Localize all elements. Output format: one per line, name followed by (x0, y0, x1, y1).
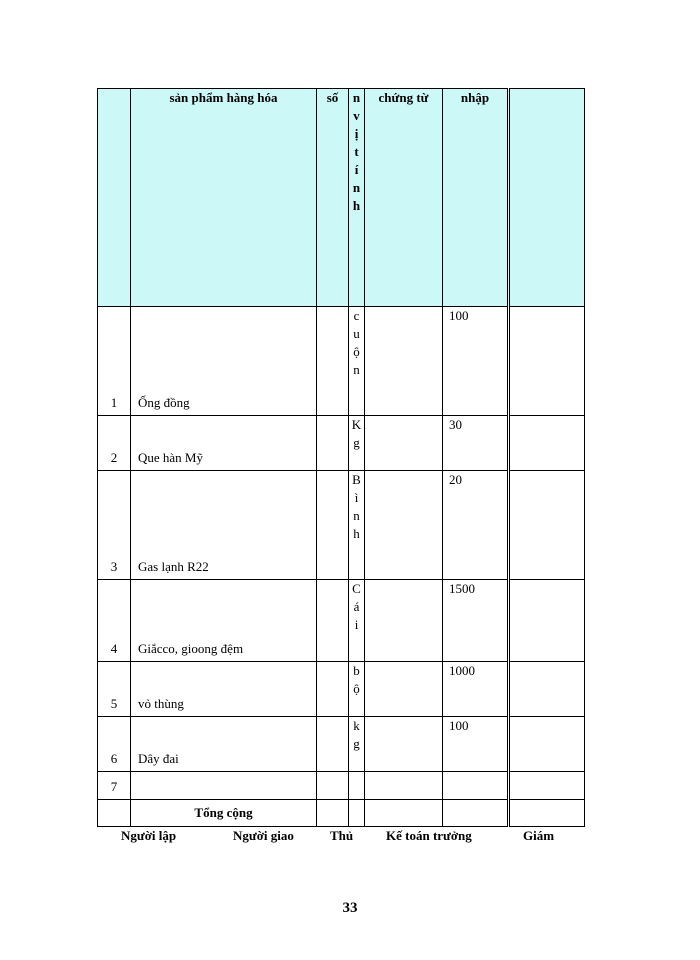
signature-deliverer: Người giao (233, 828, 294, 843)
row-unit: K g (349, 416, 365, 471)
row-quantity: 1000 (443, 662, 509, 717)
row-code (317, 416, 349, 471)
row-document (365, 662, 443, 717)
row-name: Giắcco, gioong đệm (131, 580, 317, 662)
row-name: Que hàn Mỹ (131, 416, 317, 471)
row-stt: 7 (98, 772, 131, 800)
row-quantity: 1500 (443, 580, 509, 662)
row-quantity: 100 (443, 717, 509, 772)
table-row (98, 416, 585, 471)
header-document: chứng từ (365, 89, 443, 307)
row-note (509, 772, 585, 800)
row-document (365, 772, 443, 800)
total-document (365, 800, 443, 827)
row-name: vỏ thùng (131, 662, 317, 717)
header-product-name: sản phẩm hàng hóa (131, 89, 317, 307)
header-code: số (317, 89, 349, 307)
row-quantity (443, 772, 509, 800)
row-unit: k g (349, 717, 365, 772)
table-row (98, 717, 585, 772)
row-unit: b ộ (349, 662, 365, 717)
signature-creator: Người lập (121, 828, 177, 843)
table-row (98, 580, 585, 662)
row-name (131, 772, 317, 800)
row-note (509, 307, 585, 416)
table-row (98, 662, 585, 717)
row-note (509, 416, 585, 471)
row-document (365, 717, 443, 772)
header-note (509, 89, 585, 307)
total-row (98, 800, 585, 827)
goods-receipt-table (97, 88, 585, 827)
row-document (365, 416, 443, 471)
row-code (317, 580, 349, 662)
table-row (98, 307, 585, 416)
row-code (317, 662, 349, 717)
row-unit: C á i (349, 580, 365, 662)
row-code (317, 471, 349, 580)
row-quantity: 30 (443, 416, 509, 471)
row-note (509, 471, 585, 580)
row-document (365, 471, 443, 580)
row-stt: 1 (98, 307, 131, 416)
header-unit: n v ị t í n h (349, 89, 365, 307)
row-stt: 6 (98, 717, 131, 772)
row-code (317, 717, 349, 772)
row-stt: 2 (98, 416, 131, 471)
row-quantity: 20 (443, 471, 509, 580)
row-code (317, 307, 349, 416)
total-label: Tổng cộng (131, 800, 317, 827)
total-note (509, 800, 585, 827)
total-quantity (443, 800, 509, 827)
signature-director: Giám (523, 828, 555, 843)
row-stt: 4 (98, 580, 131, 662)
total-code (317, 800, 349, 827)
row-quantity: 100 (443, 307, 509, 416)
row-code (317, 772, 349, 800)
row-note (509, 662, 585, 717)
table-row (98, 471, 585, 580)
row-name: Gas lạnh R22 (131, 471, 317, 580)
header-quantity: nhập (443, 89, 509, 307)
row-name: Ống đồng (131, 307, 317, 416)
table-row (98, 772, 585, 800)
row-stt: 3 (98, 471, 131, 580)
header-stt (98, 89, 131, 307)
total-unit (349, 800, 365, 827)
row-unit (349, 772, 365, 800)
row-unit: B ì n h (349, 471, 365, 580)
signature-keeper: Thủ (330, 828, 354, 843)
total-stt (98, 800, 131, 827)
row-document (365, 307, 443, 416)
signature-chief-accountant: Kế toán trưởng (386, 828, 472, 843)
table-header-row (98, 89, 585, 307)
row-document (365, 580, 443, 662)
row-note (509, 717, 585, 772)
row-name: Dây đai (131, 717, 317, 772)
row-unit: c u ộ n (349, 307, 365, 416)
row-stt: 5 (98, 662, 131, 717)
page-number: 33 (342, 900, 358, 916)
row-note (509, 580, 585, 662)
